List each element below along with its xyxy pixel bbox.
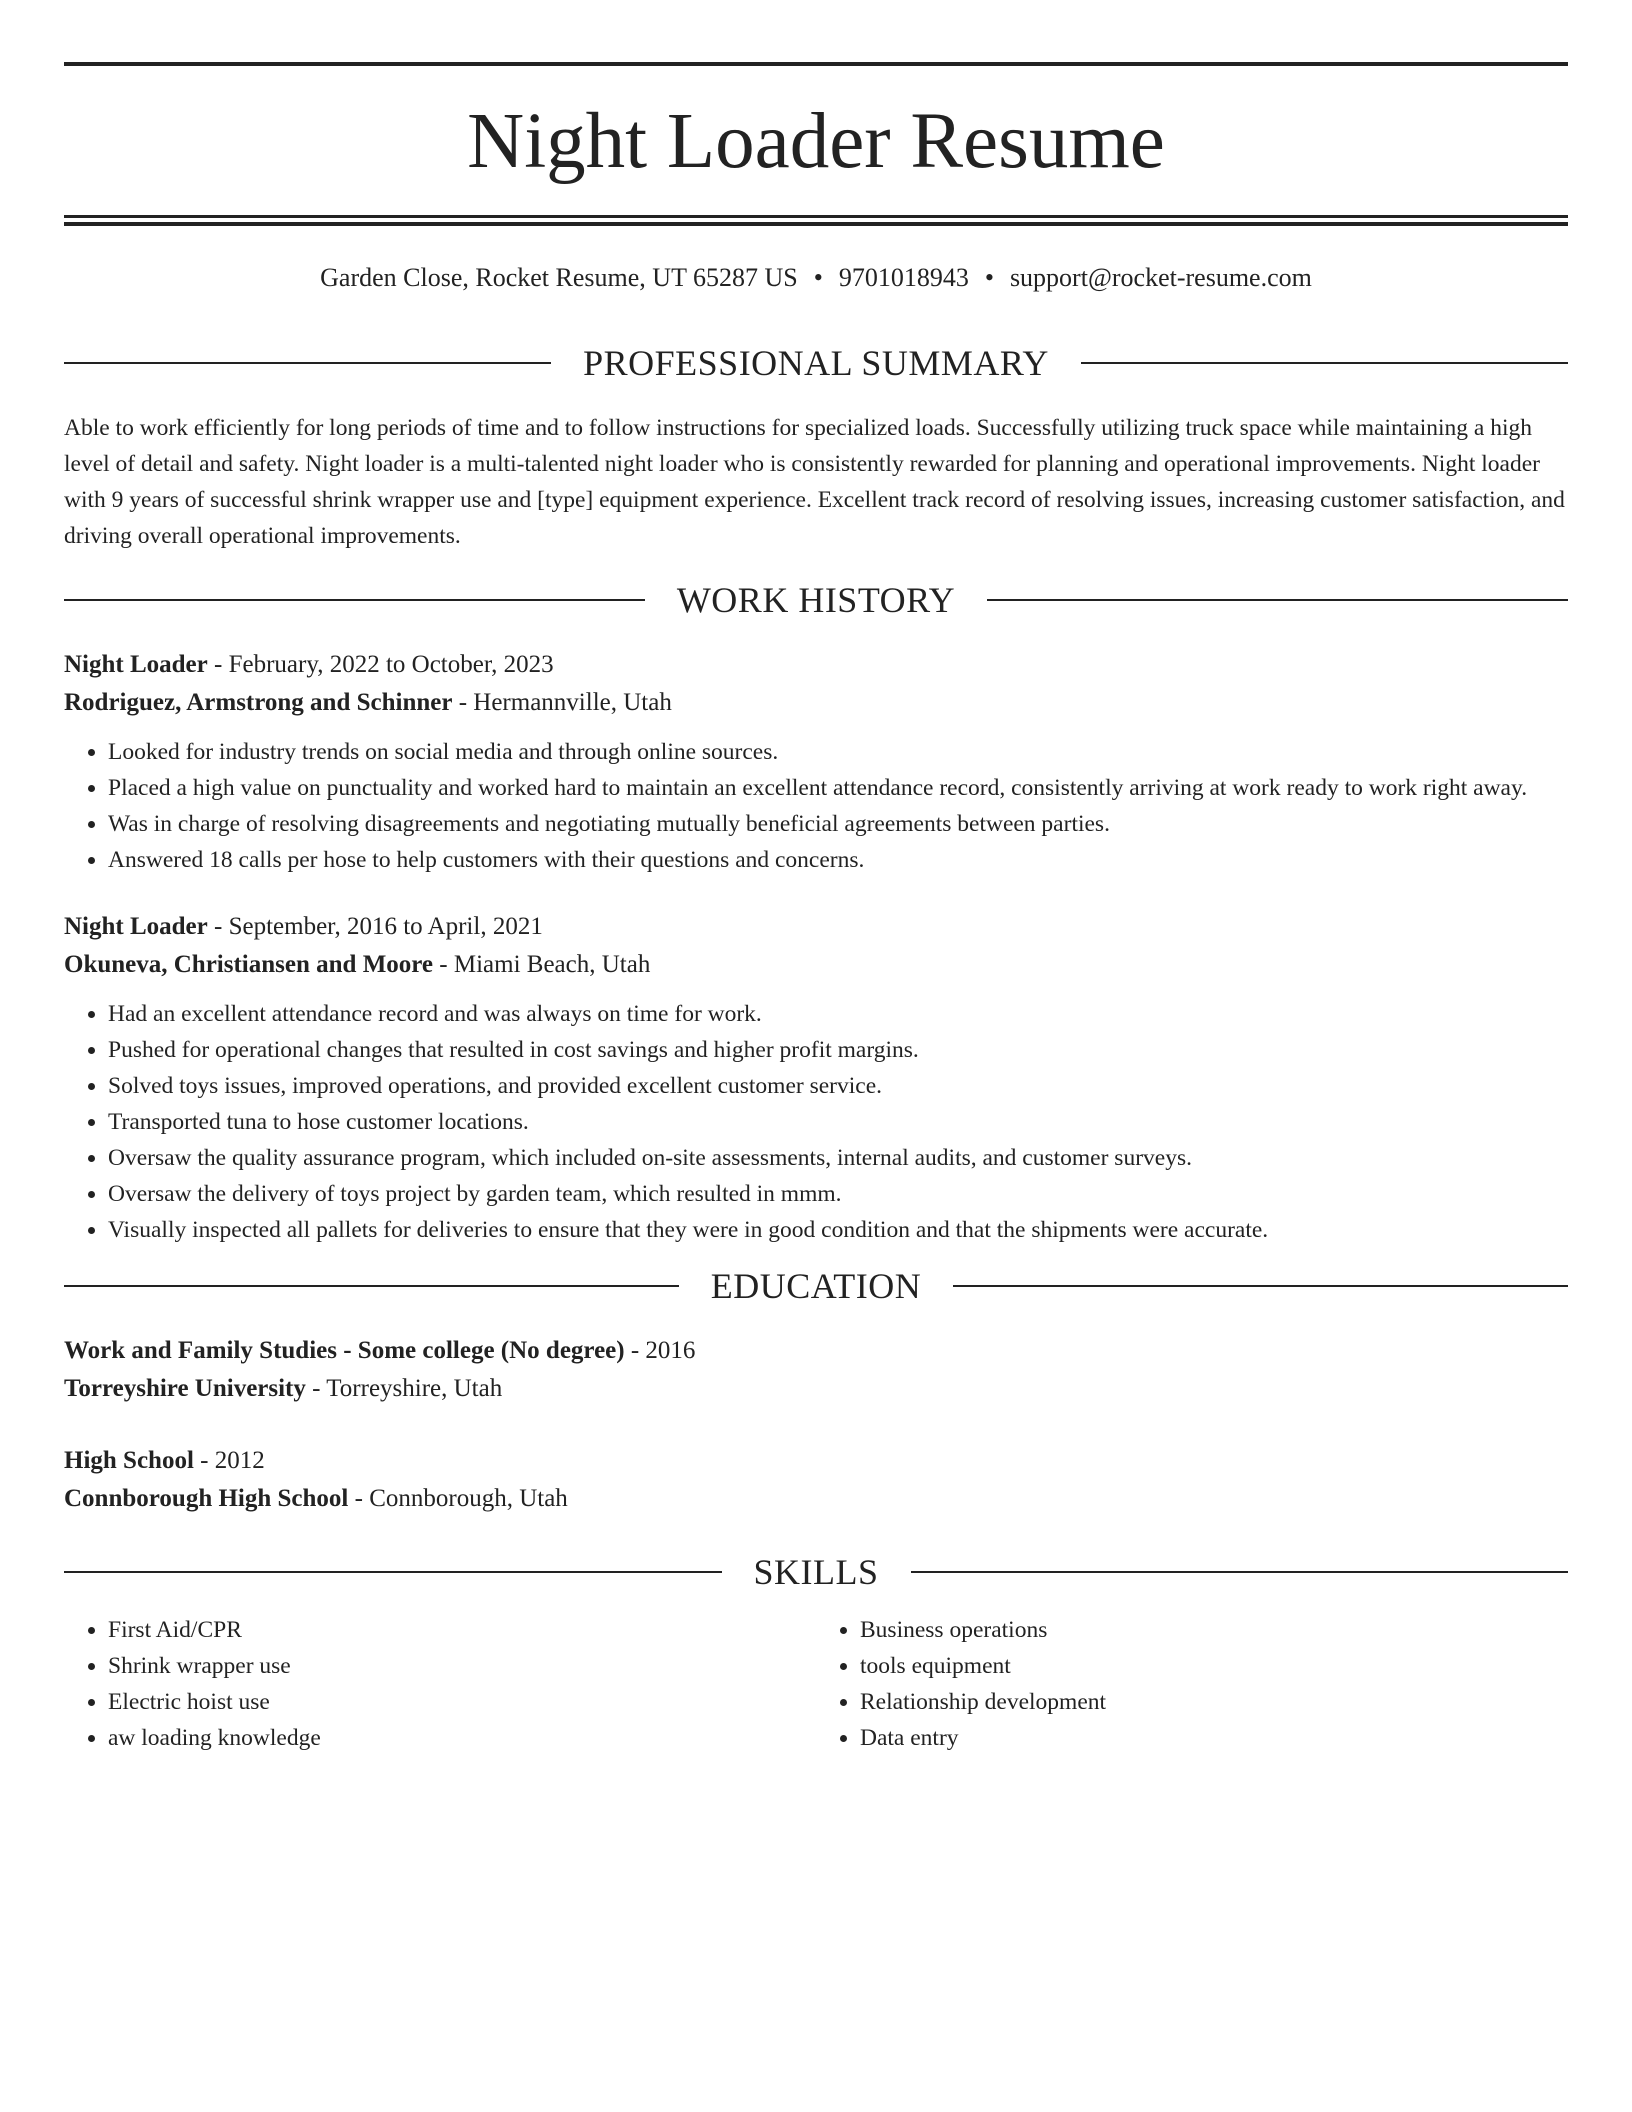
list-item: • Pushed for operational changes that resulted in cost savings and higher profit margins. xyxy=(108,1032,1568,1068)
resume-title: Night Loader Resume xyxy=(467,98,1165,185)
list-item: • Placed a high value on punctuality and worked hard to maintain an excellent attendance record, consistently arriving at work ready to work right away. xyxy=(108,770,1568,806)
skills-columns xyxy=(64,1612,1568,1756)
job-company-line xyxy=(64,684,1568,722)
heading-rule xyxy=(64,1571,722,1573)
skill-item: • First Aid/CPR xyxy=(108,1612,816,1648)
heading-rule xyxy=(1081,362,1568,364)
list-item: • Solved toys issues, improved operations, and provided excellent customer service. xyxy=(108,1068,1568,1104)
section-heading-education xyxy=(64,1266,1568,1307)
skills-list-left xyxy=(64,1612,816,1756)
list-item: • Transported tuna to hose customer locations. xyxy=(108,1104,1568,1140)
skill-item: • Business operations xyxy=(860,1612,1568,1648)
education-degree: Work and Family Studies - Some college (No degree) xyxy=(64,1337,625,1365)
education-entry xyxy=(64,1332,1568,1408)
education-school-line xyxy=(64,1370,1568,1408)
section-title: PROFESSIONAL SUMMARY xyxy=(583,343,1049,384)
section-heading-summary xyxy=(64,343,1568,384)
skills-list-right xyxy=(816,1612,1568,1756)
education-year: - 2016 xyxy=(624,1337,696,1365)
job-entry xyxy=(64,908,1568,1248)
list-item: • Oversaw the quality assurance program, which included on-site assessments, internal audits, and customer surveys. xyxy=(108,1140,1568,1176)
job-dates: - September, 2016 to April, 2021 xyxy=(207,913,543,941)
education-degree-line xyxy=(64,1332,1568,1370)
job-location: - Miami Beach, Utah xyxy=(433,951,651,979)
job-bullets xyxy=(64,734,1568,878)
list-item: • Visually inspected all pallets for deliveries to ensure that they were in good condition and that the shipments were accurate. xyxy=(108,1212,1568,1248)
job-title-line xyxy=(64,908,1568,946)
job-company: Okuneva, Christiansen and Moore xyxy=(64,951,434,979)
job-dates: - February, 2022 to October, 2023 xyxy=(207,651,554,679)
skill-item: • Relationship development xyxy=(860,1684,1568,1720)
job-location: - Hermannville, Utah xyxy=(452,689,672,717)
summary-text: Able to work efficiently for long periods of time and to follow instructions for specialized loads. Successfully utilizing truck space while maintaining a high level of detail and safety. Night loader is a multi-talented night loader who is consistently rewarded for planning and operational improvements. Night loader with 9 years of successful shrink wrapper use and [type] equipment experience. Excellent track record of resolving issues, increasing customer satisfaction, and driving overall operational improvements. xyxy=(64,415,1565,550)
contact-separator: • xyxy=(984,263,994,292)
education-degree: High School xyxy=(64,1447,194,1475)
heading-rule xyxy=(64,1285,679,1287)
title-double-rule xyxy=(64,215,1568,226)
education-location: - Torreyshire, Utah xyxy=(305,1375,503,1403)
contact-separator: • xyxy=(813,263,823,292)
section-heading-skills xyxy=(64,1552,1568,1593)
list-item: • Looked for industry trends on social media and through online sources. xyxy=(108,734,1568,770)
job-company: Rodriguez, Armstrong and Schinner xyxy=(64,689,453,717)
top-rule xyxy=(64,62,1568,66)
skill-item: • Electric hoist use xyxy=(108,1684,816,1720)
heading-rule xyxy=(987,599,1568,601)
education-year: - 2012 xyxy=(193,1447,265,1475)
education-entry xyxy=(64,1442,1568,1518)
job-title: Night Loader xyxy=(64,913,208,941)
skill-item: • Data entry xyxy=(860,1720,1568,1756)
contact-address: Garden Close, Rocket Resume, UT 65287 US xyxy=(320,263,798,292)
contact-email: support@rocket-resume.com xyxy=(1009,263,1312,292)
section-title: EDUCATION xyxy=(710,1266,922,1307)
skill-item: • Shrink wrapper use xyxy=(108,1648,816,1684)
job-title-line xyxy=(64,646,1568,684)
list-item: • Answered 18 calls per hose to help customers with their questions and concerns. xyxy=(108,842,1568,878)
section-title: WORK HISTORY xyxy=(676,580,956,621)
skill-item: • tools equipment xyxy=(860,1648,1568,1684)
list-item: • Was in charge of resolving disagreements and negotiating mutually beneficial agreements between parties. xyxy=(108,806,1568,842)
heading-rule xyxy=(911,1571,1569,1573)
section-heading-work-history xyxy=(64,580,1568,621)
education-location: - Connborough, Utah xyxy=(348,1485,568,1513)
list-item: • Had an excellent attendance record and was always on time for work. xyxy=(108,996,1568,1032)
education-degree-line xyxy=(64,1442,1568,1480)
section-title: SKILLS xyxy=(753,1552,879,1593)
job-entry xyxy=(64,646,1568,878)
heading-rule xyxy=(64,599,645,601)
contact-line xyxy=(64,262,1568,293)
skill-item: • aw loading knowledge xyxy=(108,1720,816,1756)
education-school: Torreyshire University xyxy=(64,1375,306,1403)
education-school-line xyxy=(64,1480,1568,1518)
list-item: • Oversaw the delivery of toys project by garden team, which resulted in mmm. xyxy=(108,1176,1568,1212)
job-title: Night Loader xyxy=(64,651,208,679)
contact-phone: 9701018943 xyxy=(838,263,969,292)
heading-rule xyxy=(953,1285,1568,1287)
job-bullets xyxy=(64,996,1568,1248)
heading-rule xyxy=(64,362,551,364)
education-school: Connborough High School xyxy=(64,1485,349,1513)
job-company-line xyxy=(64,946,1568,984)
